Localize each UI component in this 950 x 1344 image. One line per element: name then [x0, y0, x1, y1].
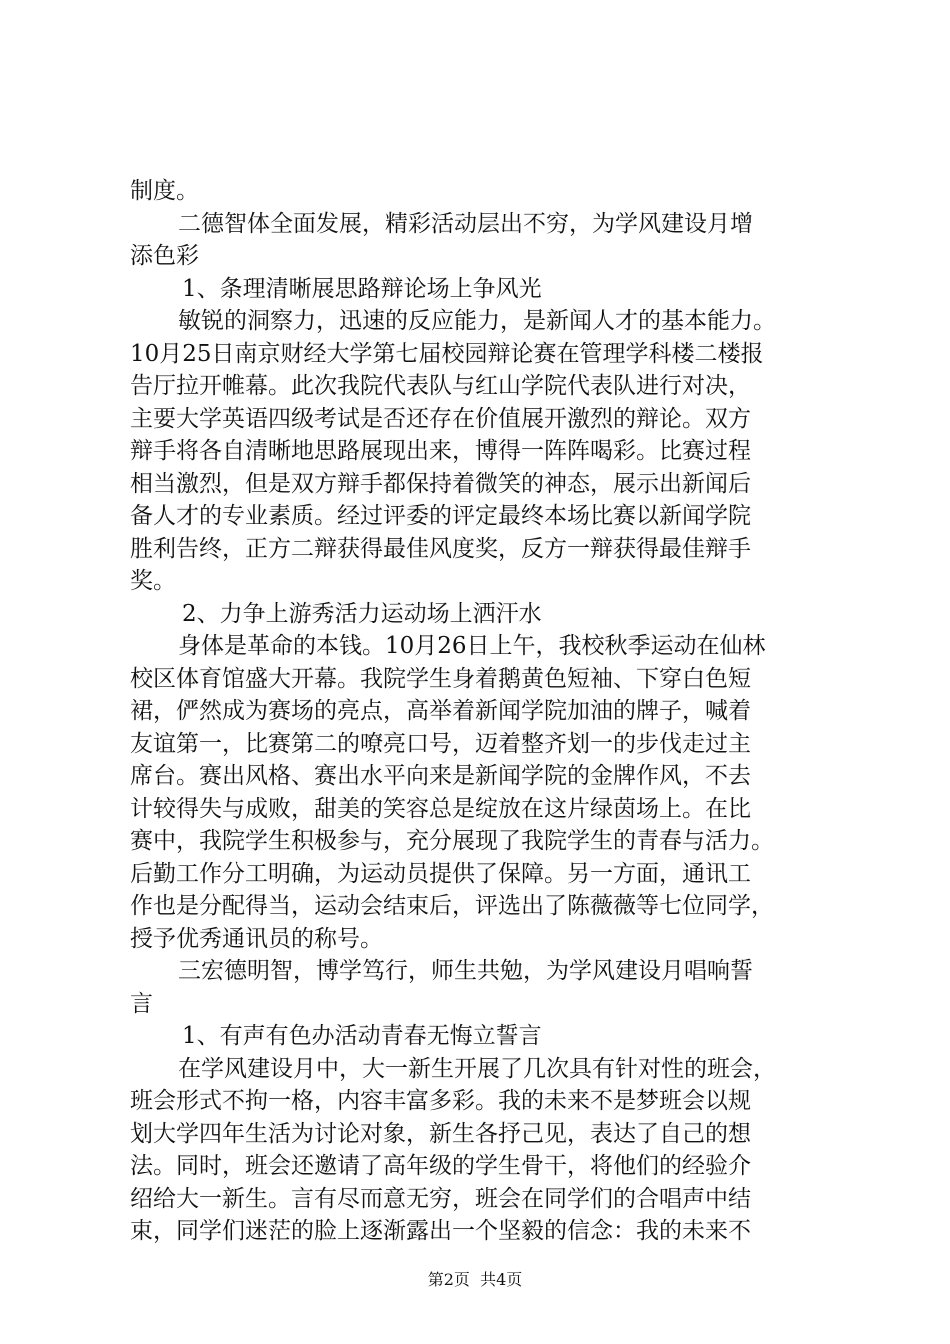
text-line: 主要大学英语四级考试是否还存在价值展开激烈的辩论。双方 [130, 405, 751, 432]
text-line: 席台。赛出风格、赛出水平向来是新闻学院的金牌作风，不去 [130, 763, 751, 789]
text-line: 告厅拉开帷幕。此次我院代表队与红山学院代表队进行对决， [130, 373, 751, 399]
text-line: 班会形式不拘一格，内容丰富多彩。我的未来不是梦班会以规 [130, 1088, 751, 1114]
text-line: 友谊第一，比赛第二的嘹亮口号，迈着整齐划一的步伐走过主 [130, 730, 751, 757]
text-line: 2、力争上游秀活力运动场上洒汗水 [182, 600, 542, 627]
text-line: 绍给大一新生。言有尽而意无穷，班会在同学们的合唱声中结 [130, 1185, 751, 1212]
text-line: 裙，俨然成为赛场的亮点，高举着新闻学院加油的牌子，喊着 [130, 698, 751, 724]
text-line: 授予优秀通讯员的称号。 [130, 925, 383, 952]
text-line: 二德智体全面发展，精彩活动层出不穷，为学风建设月增 [178, 210, 753, 237]
text-line: 敏锐的洞察力，迅速的反应能力，是新闻人才的基本能力。 [178, 308, 776, 334]
text-line: 身体是革命的本钱。10月26日上午，我校秋季运动在仙林 [178, 633, 766, 659]
text-line: 10月25日南京财经大学第七届校园辩论赛在管理学科楼二楼报 [130, 340, 764, 367]
text-line: 制度。 [130, 178, 199, 204]
text-line: 胜利告终，正方二辩获得最佳风度奖，反方一辩获得最佳辩手 [130, 535, 751, 562]
text-line: 备人才的专业素质。经过评委的评定最终本场比赛以新闻学院 [130, 503, 751, 529]
text-line: 法。同时，班会还邀请了高年级的学生骨干，将他们的经验介 [130, 1153, 751, 1179]
text-line: 三宏德明智，博学笃行，师生共勉，为学风建设月唱响誓 [178, 958, 753, 984]
text-line: 相当激烈，但是双方辩手都保持着微笑的神态，展示出新闻后 [130, 470, 751, 497]
text-line: 1、条理清晰展思路辩论场上争风光 [182, 275, 542, 302]
text-line: 计较得失与成败，甜美的笑容总是绽放在这片绿茵场上。在比 [130, 795, 751, 822]
document-body [130, 175, 830, 1248]
text-line: 校区体育馆盛大开幕。我院学生身着鹅黄色短袖、下穿白色短 [130, 665, 751, 692]
text-line: 奖。 [130, 568, 176, 594]
text-line: 赛中，我院学生积极参与，充分展现了我院学生的青春与活力。 [130, 828, 774, 854]
text-line: 在学风建设月中，大一新生开展了几次具有针对性的班会， [178, 1055, 776, 1082]
text-line: 言 [130, 990, 153, 1017]
text-line: 添色彩 [130, 243, 199, 269]
text-line: 作也是分配得当，运动会结束后，评选出了陈薇薇等七位同学， [130, 893, 774, 919]
text-line: 划大学四年生活为讨论对象，新生各抒己见，表达了自己的想 [130, 1120, 751, 1147]
text-line: 辩手将各自清晰地思路展现出来，博得一阵阵喝彩。比赛过程 [130, 438, 751, 464]
text-line: 束，同学们迷茫的脸上逐渐露出一个坚毅的信念：我的未来不 [130, 1218, 751, 1244]
text-line: 1、有声有色办活动青春无悔立誓言 [182, 1023, 542, 1049]
page-footer: 第2页 共4页 [427, 1270, 523, 1289]
text-line: 后勤工作分工明确，为运动员提供了保障。另一方面，通讯工 [130, 860, 751, 887]
